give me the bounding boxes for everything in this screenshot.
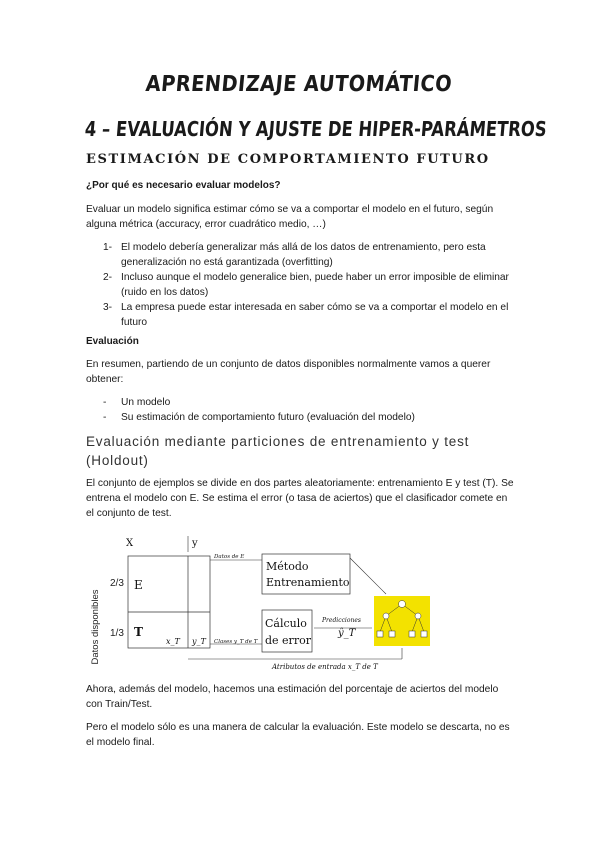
list-item: - Un modelo: [103, 397, 171, 408]
evaluacion-heading: Evaluación: [86, 336, 139, 347]
fraction-train: 2/3: [110, 578, 124, 589]
list-item: 1- El modelo debería generalizar más allá de los datos de entrenamiento, pero esta generalización no está garantizada (overfitting): [103, 242, 486, 268]
holdout-paragraph: El conjunto de ejemplos se divide en dos partes aleatoriamente: entrenamiento E y test (T). Se entrena el modelo con E. Se estima el error (o tasa de aciertos) que el clasificador comete en el conjunto de test.: [86, 478, 514, 519]
decision-tree-icon: [374, 596, 430, 646]
training-method-line1: Método: [266, 560, 309, 573]
list-item: - Su estimación de comportamiento futuro (evaluación del modelo): [103, 412, 415, 423]
arrow-to-model: [350, 558, 386, 594]
set-train-label: E: [134, 578, 143, 592]
training-method-line2: Entrenamiento: [266, 576, 350, 589]
row-label: Datos disponibles: [90, 589, 101, 665]
list-item: 2- Incluso aunque el modelo generalice bien, puede haber un error imposible de eliminar (ruido en los datos): [103, 272, 509, 298]
evaluacion-paragraph: En resumen, partiendo de un conjunto de datos disponibles normalmente vamos a querer obtener:: [86, 359, 491, 385]
column-x-label: X: [126, 538, 134, 549]
holdout-heading: Evaluación mediante particiones de entrenamiento y test (Holdout): [86, 434, 470, 468]
document-title: APRENDIZAJE AUTOMÁTICO: [144, 72, 454, 97]
document-subtitle: 4 – EVALUACIÓN Y AJUSTE DE HIPER-PARÁMETROS: [83, 117, 548, 141]
holdout-diagram: [86, 532, 446, 672]
note-attributes: Atributos de entrada x_T de T: [272, 663, 378, 671]
note-predictions: Predicciones: [322, 617, 361, 624]
cell-xt: x_T: [166, 637, 180, 646]
question-heading: ¿Por qué es necesario evaluar modelos?: [86, 180, 281, 191]
section-heading: ESTIMACIÓN DE COMPORTAMIENTO FUTURO: [86, 152, 490, 167]
error-calc-line1: Cálculo: [265, 617, 307, 630]
note-train: Datos de E: [214, 554, 245, 560]
after-paragraph-1: Ahora, además del modelo, hacemos una estimación del porcentaje de aciertos del modelo con Train/Test.: [86, 684, 499, 710]
intro-paragraph: Evaluar un modelo significa estimar cómo se va a comportar el modelo en el futuro, según alguna métrica (accuracy, error cuadrático medio, …): [86, 204, 494, 230]
list-item: 3- La empresa puede estar interesada en saber cómo se va a comportar el modelo en el futuro: [103, 302, 509, 328]
goals-list: [86, 395, 516, 425]
holdout-diagram-svg: [86, 532, 446, 672]
cell-yt: y_T: [192, 637, 206, 646]
error-calc-line2: de error: [265, 634, 311, 647]
note-classes: Clases y_T de T: [214, 639, 258, 645]
prediction-symbol: ŷ_T: [338, 628, 356, 639]
column-y-label: y: [192, 538, 198, 549]
reasons-list: [86, 240, 516, 330]
after-paragraph-2: Pero el modelo sólo es una manera de calcular la evaluación. Este modelo se descarta, no es el modelo final.: [86, 722, 510, 748]
fraction-test: 1/3: [110, 628, 124, 639]
set-test-label: T: [134, 625, 143, 639]
